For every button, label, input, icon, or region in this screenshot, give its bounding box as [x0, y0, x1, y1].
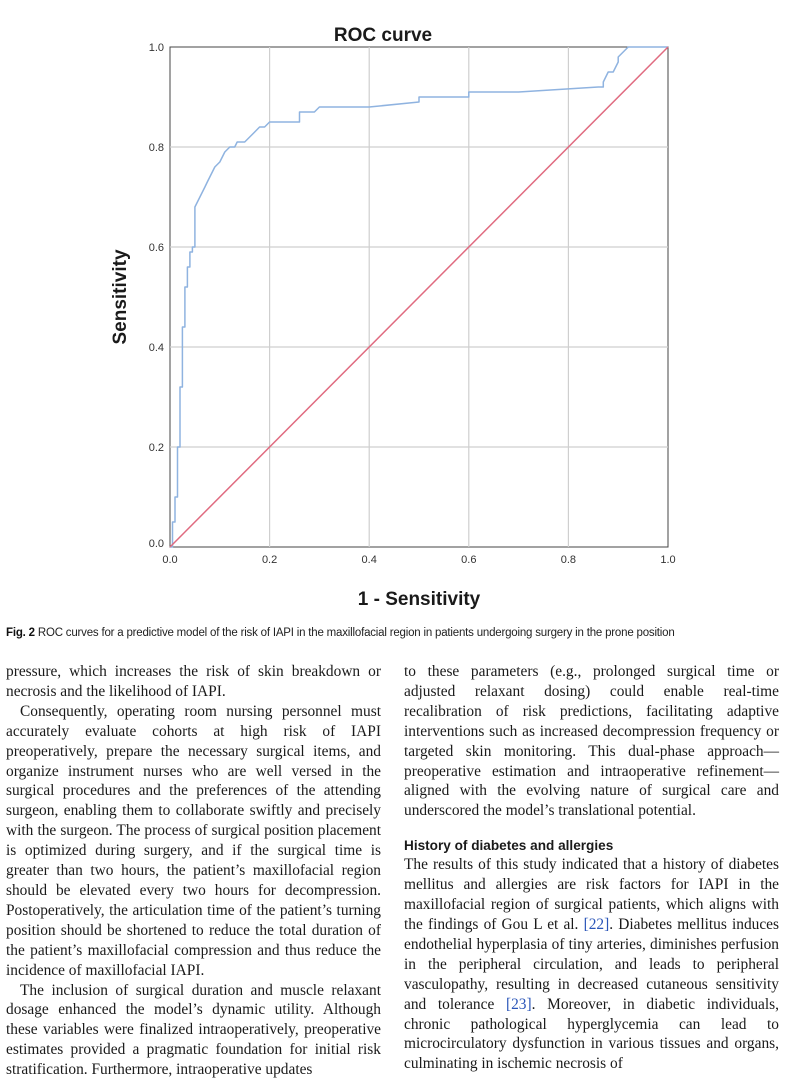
y-tick-label: 0.6 [149, 242, 164, 254]
paragraph: pressure, which increases the risk of skin breakdown or necrosis and the likelihood of IAPI. [6, 662, 381, 702]
paragraph: to these parameters (e.g., prolonged surgical time or adjusted relaxant dosing) could enable real-time recalibration of risk predictions, facilitating adaptive interventions such as increased decompression frequency or targeted skin monitoring. This dual-phase approach—preoperative estimation and intraoperative refinement—aligned with the evolving nature of surgical care and underscored the model’s translational potential. [404, 662, 779, 821]
y-tick-label: 0.4 [149, 342, 164, 354]
y-tick-label: 0.8 [149, 142, 164, 154]
figure-label: Fig. 2 [6, 627, 35, 639]
y-axis-label: Sensitivity [110, 249, 131, 344]
paragraph [404, 855, 779, 1074]
x-tick-label: 0.8 [561, 554, 576, 566]
paragraph: The inclusion of surgical duration and muscle relaxant dosage enhanced the model’s dynamic utility. Although these variables were finalized intraoperatively, preoperative estimates provided a pragmatic foundation for initial risk stratification. Furthermore, intraoperative updates [6, 981, 381, 1080]
x-tick-label: 0.0 [162, 554, 177, 566]
section-heading: History of diabetes and allergies [404, 836, 779, 855]
citation-link[interactable]: [23] [506, 996, 532, 1013]
text-run: . Moreover, in diabetic individuals, chronic pathological hyperglycemia can lead to microcirculatory dysfunction in various tissues and organs, culminating in ischemic necrosis of [404, 996, 779, 1073]
y-tick-label: 0.2 [149, 442, 164, 454]
text-run: The results of this study indicated that a history of diabetes mellitus and allergies are risk factors for IAPI in the maxillofacial region of surgical patients, which aligns with the findings of Gou L et al. [404, 856, 779, 933]
figure-caption [6, 627, 786, 639]
paragraph: Consequently, operating room nursing personnel must accurately evaluate cohorts at high risk of IAPI preoperatively, prepare the necessary surgical items, and organize instrument nurses who are well versed in the surgical procedures and the preferences of the attending surgeon, enabling them to collaborate swiftly and precisely with the surgeon. The process of surgical position placement is optimized during surgery, and if the surgical time is greater than two hours, the patient’s maxillofacial region should be elevated every two hours for decompression. Postoperatively, the articulation time of the patient’s turning position should be shortened to reduce the total duration of the patient’s maxillofacial compression and thus reduce the incidence of maxillofacial IAPI. [6, 702, 381, 981]
figure-caption-text: ROC curves for a predictive model of the risk of IAPI in the maxillofacial region in patients undergoing surgery in the prone position [38, 627, 675, 639]
chart-title: ROC curve [334, 25, 432, 46]
x-tick-label: 0.4 [362, 554, 377, 566]
x-axis-label: 1 - Sensitivity [358, 589, 481, 610]
x-tick-label: 0.2 [262, 554, 277, 566]
x-tick-label: 1.0 [660, 554, 675, 566]
y-tick-label: 1.0 [149, 42, 164, 54]
x-tick-label: 0.6 [461, 554, 476, 566]
right-column [404, 662, 779, 1074]
text-run: . Diabetes mellitus induces endothelial hyperplasia of tiny arteries, diminishes perfusion in the peripheral circulation, and leads to peripheral vasculopathy, resulting in decreased cutaneous sensitivity and tolerance [404, 916, 779, 1013]
left-column [6, 662, 381, 1080]
y-tick-label: 0.0 [149, 538, 164, 550]
citation-link[interactable]: [22] [584, 916, 610, 933]
